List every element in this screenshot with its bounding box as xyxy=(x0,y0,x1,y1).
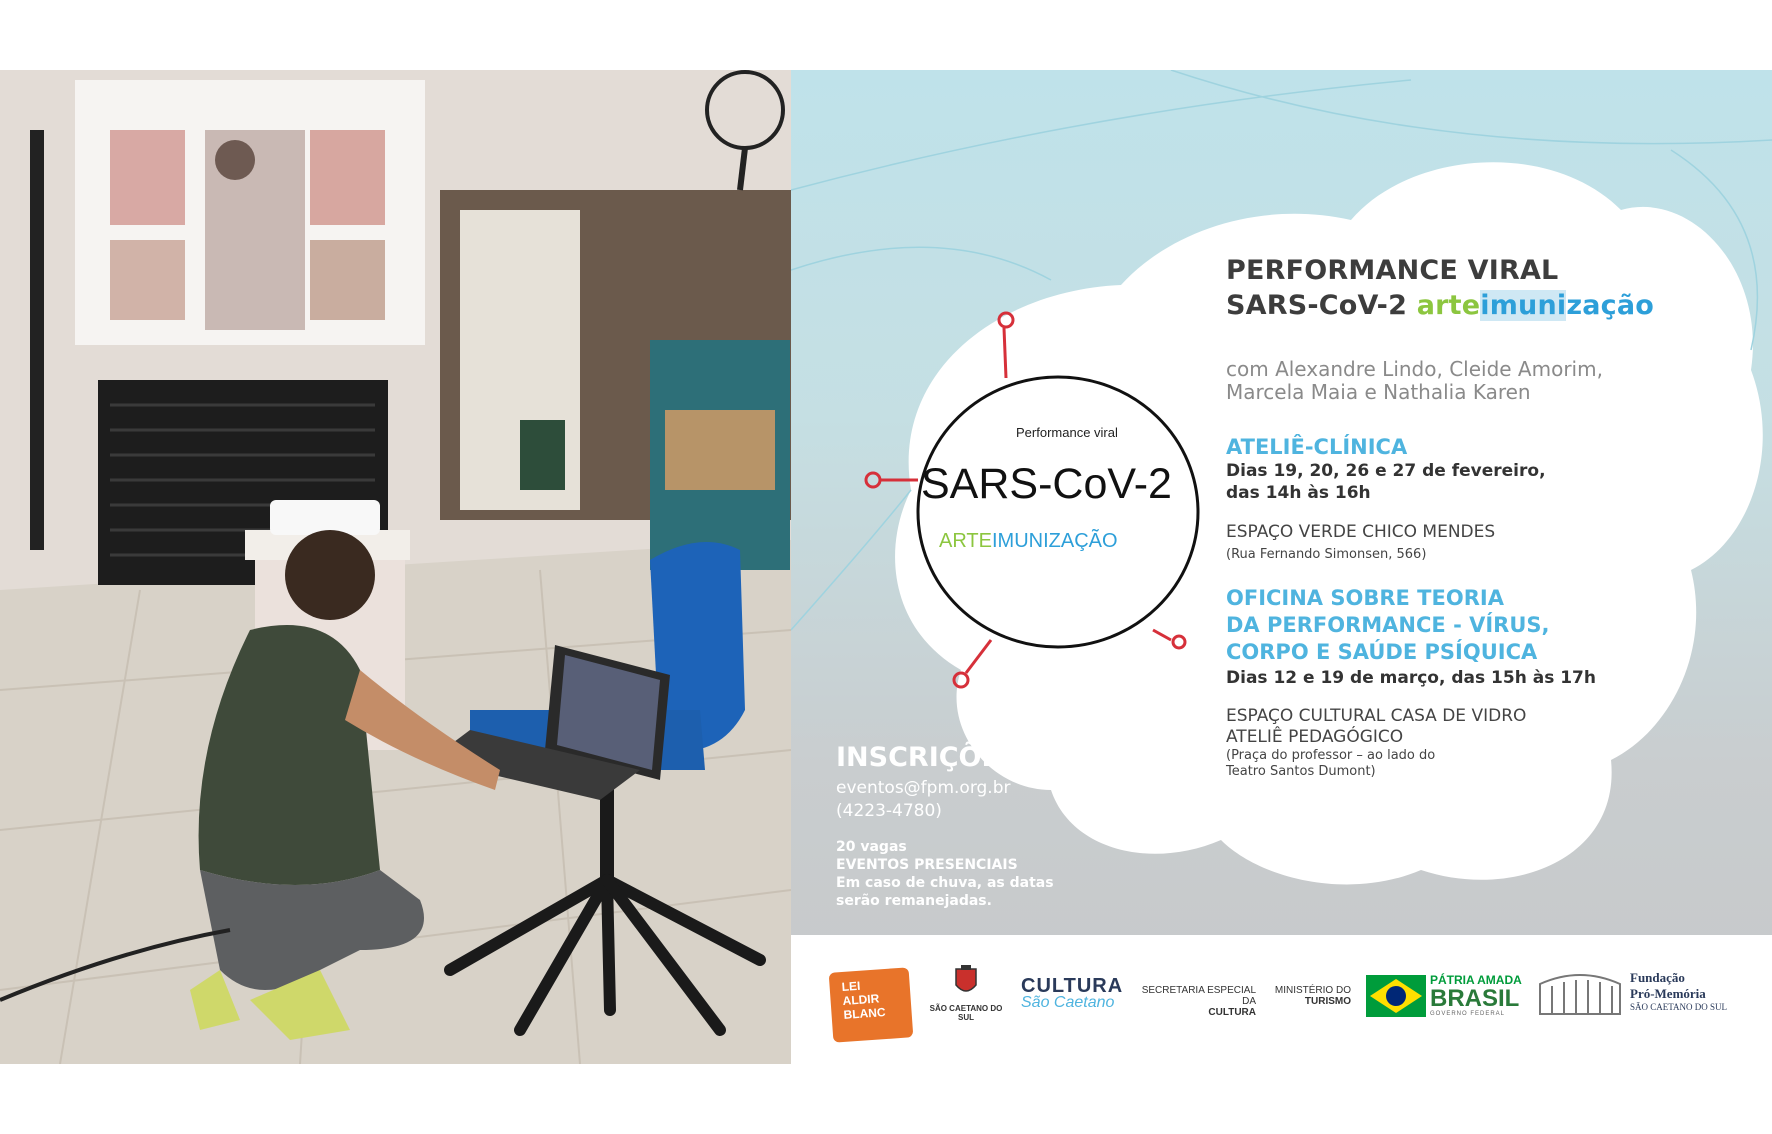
atelie-place: ESPAÇO VERDE CHICO MENDES xyxy=(1226,522,1496,542)
ministerio-line-1: MINISTÉRIO DO xyxy=(1274,985,1351,996)
secretaria-logo xyxy=(1126,985,1256,1018)
governo-federal: GOVERNO FEDERAL xyxy=(1430,1011,1506,1017)
sponsor-footer xyxy=(791,935,1772,1064)
lei-line-1: LEI xyxy=(841,978,861,994)
cultura-logo xyxy=(1021,975,1123,1012)
oficina-address-2: Teatro Santos Dumont) xyxy=(1226,764,1376,779)
photo-illustration xyxy=(0,70,791,1064)
fundacao-line-3: SÃO CAETANO DO SUL xyxy=(1630,1002,1728,1012)
subtitle-sars: SARS-CoV-2 xyxy=(1226,290,1417,321)
subtitle-imuni: imuni xyxy=(1480,290,1567,321)
ministerio-line-2: TURISMO xyxy=(1304,996,1351,1007)
inscricoes-title: INSCRIÇÕES xyxy=(836,742,1020,773)
poster-subtitle xyxy=(1226,290,1654,321)
secretaria-line-1: SECRETARIA ESPECIAL DA xyxy=(1141,985,1256,1007)
oficina-title-3: CORPO E SAÚDE PSÍQUICA xyxy=(1226,640,1538,664)
lei-aldir-blanc-logo xyxy=(829,967,914,1042)
oficina-title-2: DA PERFORMANCE - VÍRUS, xyxy=(1226,613,1550,637)
brasao-icon xyxy=(953,965,979,999)
lei-line-2: ALDIR xyxy=(842,991,880,1008)
atelie-title: ATELIÊ-CLÍNICA xyxy=(1226,435,1408,459)
ministerio-logo xyxy=(1266,985,1351,1007)
inscricoes-phone: (4223-4780) xyxy=(836,801,942,821)
info-presenciais: EVENTOS PRESENCIAIS xyxy=(836,857,1018,873)
credits-line-2: Marcela Maia e Nathalia Karen xyxy=(1226,380,1531,404)
prefeitura-logo xyxy=(926,965,1006,1022)
person xyxy=(285,530,375,620)
patria-line-2: BRASIL xyxy=(1430,985,1520,1012)
oficina-place-1: ESPAÇO CULTURAL CASA DE VIDRO xyxy=(1226,706,1527,726)
fundacao-line-1: Fundação xyxy=(1630,970,1685,985)
cultura-label: CULTURA xyxy=(1021,975,1124,997)
event-poster xyxy=(791,70,1772,1064)
workshop-photo xyxy=(0,70,791,1064)
virus-imunizacao: IMUNIZAÇÃO xyxy=(991,530,1118,552)
info-chuva-2: serão remanejadas. xyxy=(836,893,992,909)
secretaria-line-2: CULTURA xyxy=(1208,1007,1256,1018)
virus-artimunizacao xyxy=(939,530,1118,553)
lei-line-3: BLANC xyxy=(843,1005,887,1022)
atelie-dates-2: das 14h às 16h xyxy=(1226,483,1371,503)
oficina-dates: Dias 12 e 19 de março, das 15h às 17h xyxy=(1226,668,1596,688)
inscricoes-email[interactable]: eventos@fpm.org.br xyxy=(836,778,1011,798)
poster-title: PERFORMANCE VIRAL xyxy=(1226,255,1559,286)
building-icon xyxy=(1536,970,1624,1018)
oficina-address-1: (Praça do professor – ao lado do xyxy=(1226,748,1436,763)
subtitle-arte: arte xyxy=(1416,290,1481,321)
oficina-place-2: ATELIÊ PEDAGÓGICO xyxy=(1226,727,1404,747)
info-vagas: 20 vagas xyxy=(836,839,907,855)
info-chuva-1: Em caso de chuva, as datas xyxy=(836,875,1054,891)
atelie-dates-1: Dias 19, 20, 26 e 27 de fevereiro, xyxy=(1226,461,1546,481)
virus-arte: ARTE xyxy=(939,530,992,552)
credits-line-1: com Alexandre Lindo, Cleide Amorim, xyxy=(1226,357,1603,381)
sao-caetano-script: São Caetano xyxy=(1021,994,1115,1011)
patria-line-1: PÁTRIA AMADA xyxy=(1430,973,1522,987)
brazil-flag-icon xyxy=(1366,975,1426,1017)
virus-big-label: SARS-CoV-2 xyxy=(921,460,1172,508)
prefeitura-label: SÃO CAETANO DO SUL xyxy=(929,1004,1003,1022)
virus-small-label: Performance viral xyxy=(1016,425,1118,440)
oficina-title-1: OFICINA SOBRE TEORIA xyxy=(1226,586,1504,610)
subtitle-zacao: zação xyxy=(1566,290,1655,321)
fundacao-line-2: Pró-Memória xyxy=(1630,986,1706,1001)
atelie-address: (Rua Fernando Simonsen, 566) xyxy=(1226,547,1427,562)
